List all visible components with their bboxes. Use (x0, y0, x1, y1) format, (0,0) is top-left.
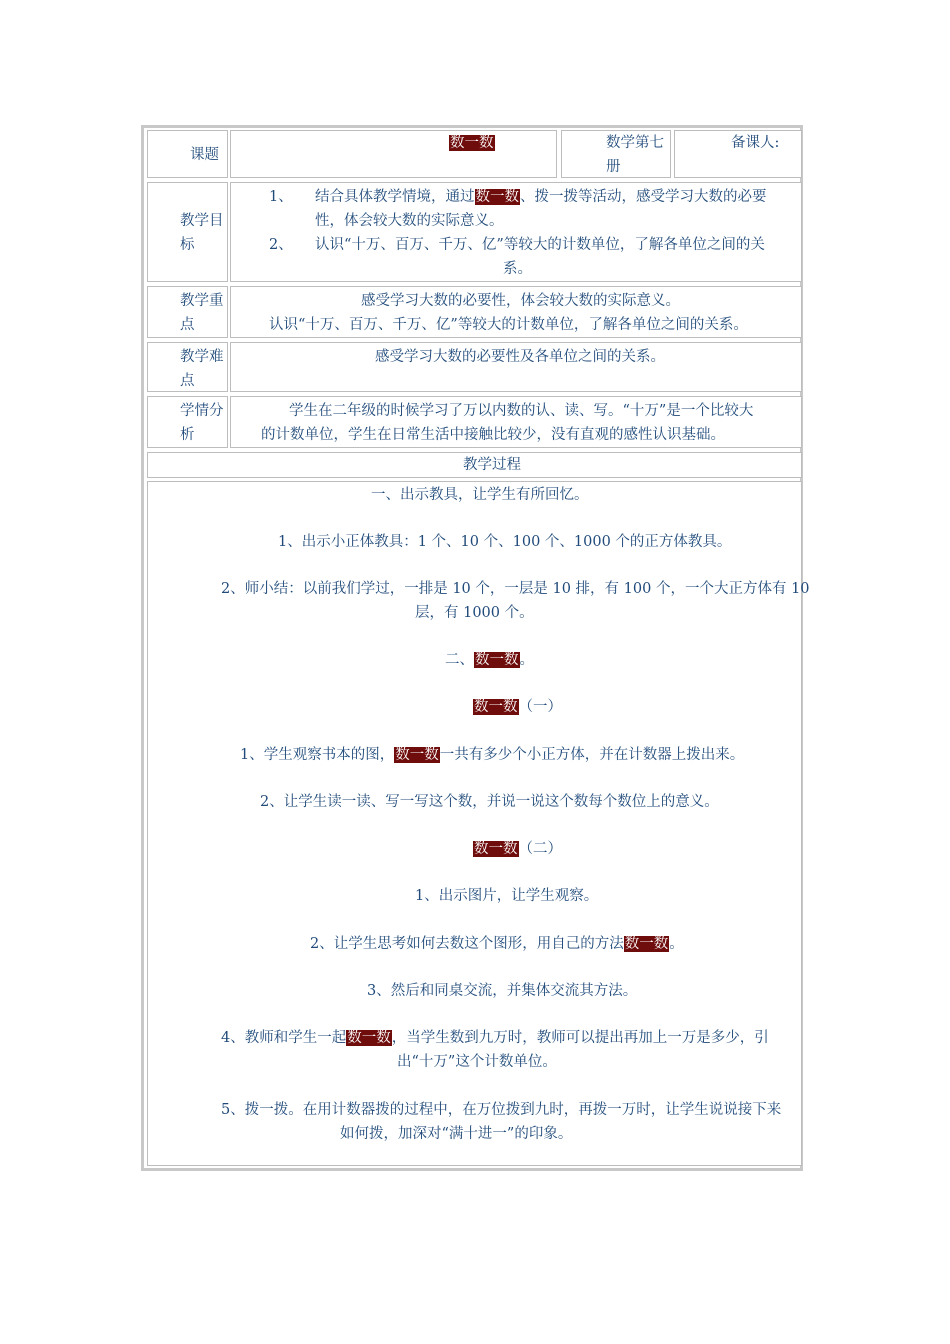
analysis-label: 学情分析 (180, 403, 224, 443)
key-points-label-cell (147, 286, 228, 338)
subsection-2-item-5-line2: 如何拨，加深对“满十进一”的印象。 (340, 1126, 573, 1142)
subsection-1-heading: 数一数（一） (474, 699, 562, 715)
analysis-line1: 学生在二年级的时候学习了万以内数的认、读、写。“十万”是一个比较大 (289, 403, 754, 419)
difficulties-line1: 感受学习大数的必要性及各单位之间的关系。 (375, 349, 665, 365)
key-points-label: 教学重点 (180, 293, 224, 333)
subsection-2-item-3: 3、然后和同桌交流，并集体交流其方法。 (367, 983, 638, 999)
section-1-item-2: 2、师小结：以前我们学过，一排是 10 个，一层是 10 排，有 100 个，一个大正方体有 10 (221, 581, 810, 597)
goal-2-text-line2: 系。 (503, 261, 532, 277)
subsection-2-item-4-line2: 出“十万”这个计数单位。 (397, 1054, 557, 1070)
preparer-cell (674, 130, 802, 178)
goal-1-text: 结合具体教学情境，通过数一数、拨一拨等活动，感受学习大数的必要 (315, 189, 767, 205)
subsection-2-item-1: 1、出示图片，让学生观察。 (415, 888, 599, 904)
analysis-content-cell (230, 396, 802, 448)
key-points-line2: 认识“十万、百万、千万、亿”等较大的计数单位，了解各单位之间的关系。 (269, 317, 748, 333)
topic-label-cell (147, 130, 228, 178)
subject-cell (561, 130, 671, 178)
goal-2-number: 2、 (269, 237, 293, 253)
section-1-heading: 一、出示教具，让学生有所回忆。 (371, 487, 589, 503)
section-1-item-1: 1、出示小正体教具：1 个、10 个、100 个、1000 个的正方体教具。 (278, 534, 732, 550)
key-points-content-cell (230, 286, 802, 338)
subsection-2-item-4: 4、教师和学生一起数一数，当学生数到九万时，教师可以提出再加上一万是多少，引 (221, 1030, 769, 1046)
subsection-2-item-2: 2、让学生思考如何去数这个图形，用自己的方法数一数。 (310, 936, 684, 952)
section-2-heading: 二、数一数。 (445, 652, 534, 668)
section-1-item-2-line2: 层，有 1000 个。 (415, 605, 534, 621)
subsection-2-item-5: 5、拨一拨。在用计数器拨的过程中，在万位拨到九时，再拨一万时，让学生说说接下来 (221, 1102, 782, 1118)
process-body-cell (147, 481, 810, 1166)
process-title-cell (147, 452, 802, 478)
process-title: 教学过程 (463, 457, 521, 473)
analysis-line2: 的计数单位，学生在日常生活中接触比较少，没有直观的感性认识基础。 (261, 427, 725, 443)
topic-value-cell (230, 130, 557, 178)
preparer-label: 备课人: (731, 135, 780, 151)
analysis-label-cell (147, 396, 228, 448)
goals-content-cell (230, 182, 802, 282)
difficulties-label: 教学难点 (180, 349, 224, 389)
goals-label: 教学目标 (180, 213, 224, 253)
topic-label: 课题 (190, 147, 219, 163)
topic-value: 数一数 (450, 135, 494, 151)
subsection-2-heading: 数一数（二） (474, 841, 562, 857)
goal-2-text: 认识“十万、百万、千万、亿”等较大的计数单位，了解各单位之间的关 (315, 237, 765, 253)
goals-label-cell (147, 182, 228, 282)
difficulties-label-cell (147, 342, 228, 392)
subsection-1-item-2: 2、让学生读一读、写一写这个数，并说一说这个数每个数位上的意义。 (260, 794, 719, 810)
goal-1-text-line2: 性，体会较大数的实际意义。 (315, 213, 504, 229)
key-points-line1: 感受学习大数的必要性，体会较大数的实际意义。 (361, 293, 680, 309)
subject-label: 数学第七册 (606, 135, 664, 175)
goal-1-number: 1、 (269, 189, 293, 205)
subsection-1-item-1: 1、学生观察书本的图，数一数一共有多少个小正方体，并在计数器上拨出来。 (240, 747, 745, 763)
difficulties-content-cell (230, 342, 802, 392)
